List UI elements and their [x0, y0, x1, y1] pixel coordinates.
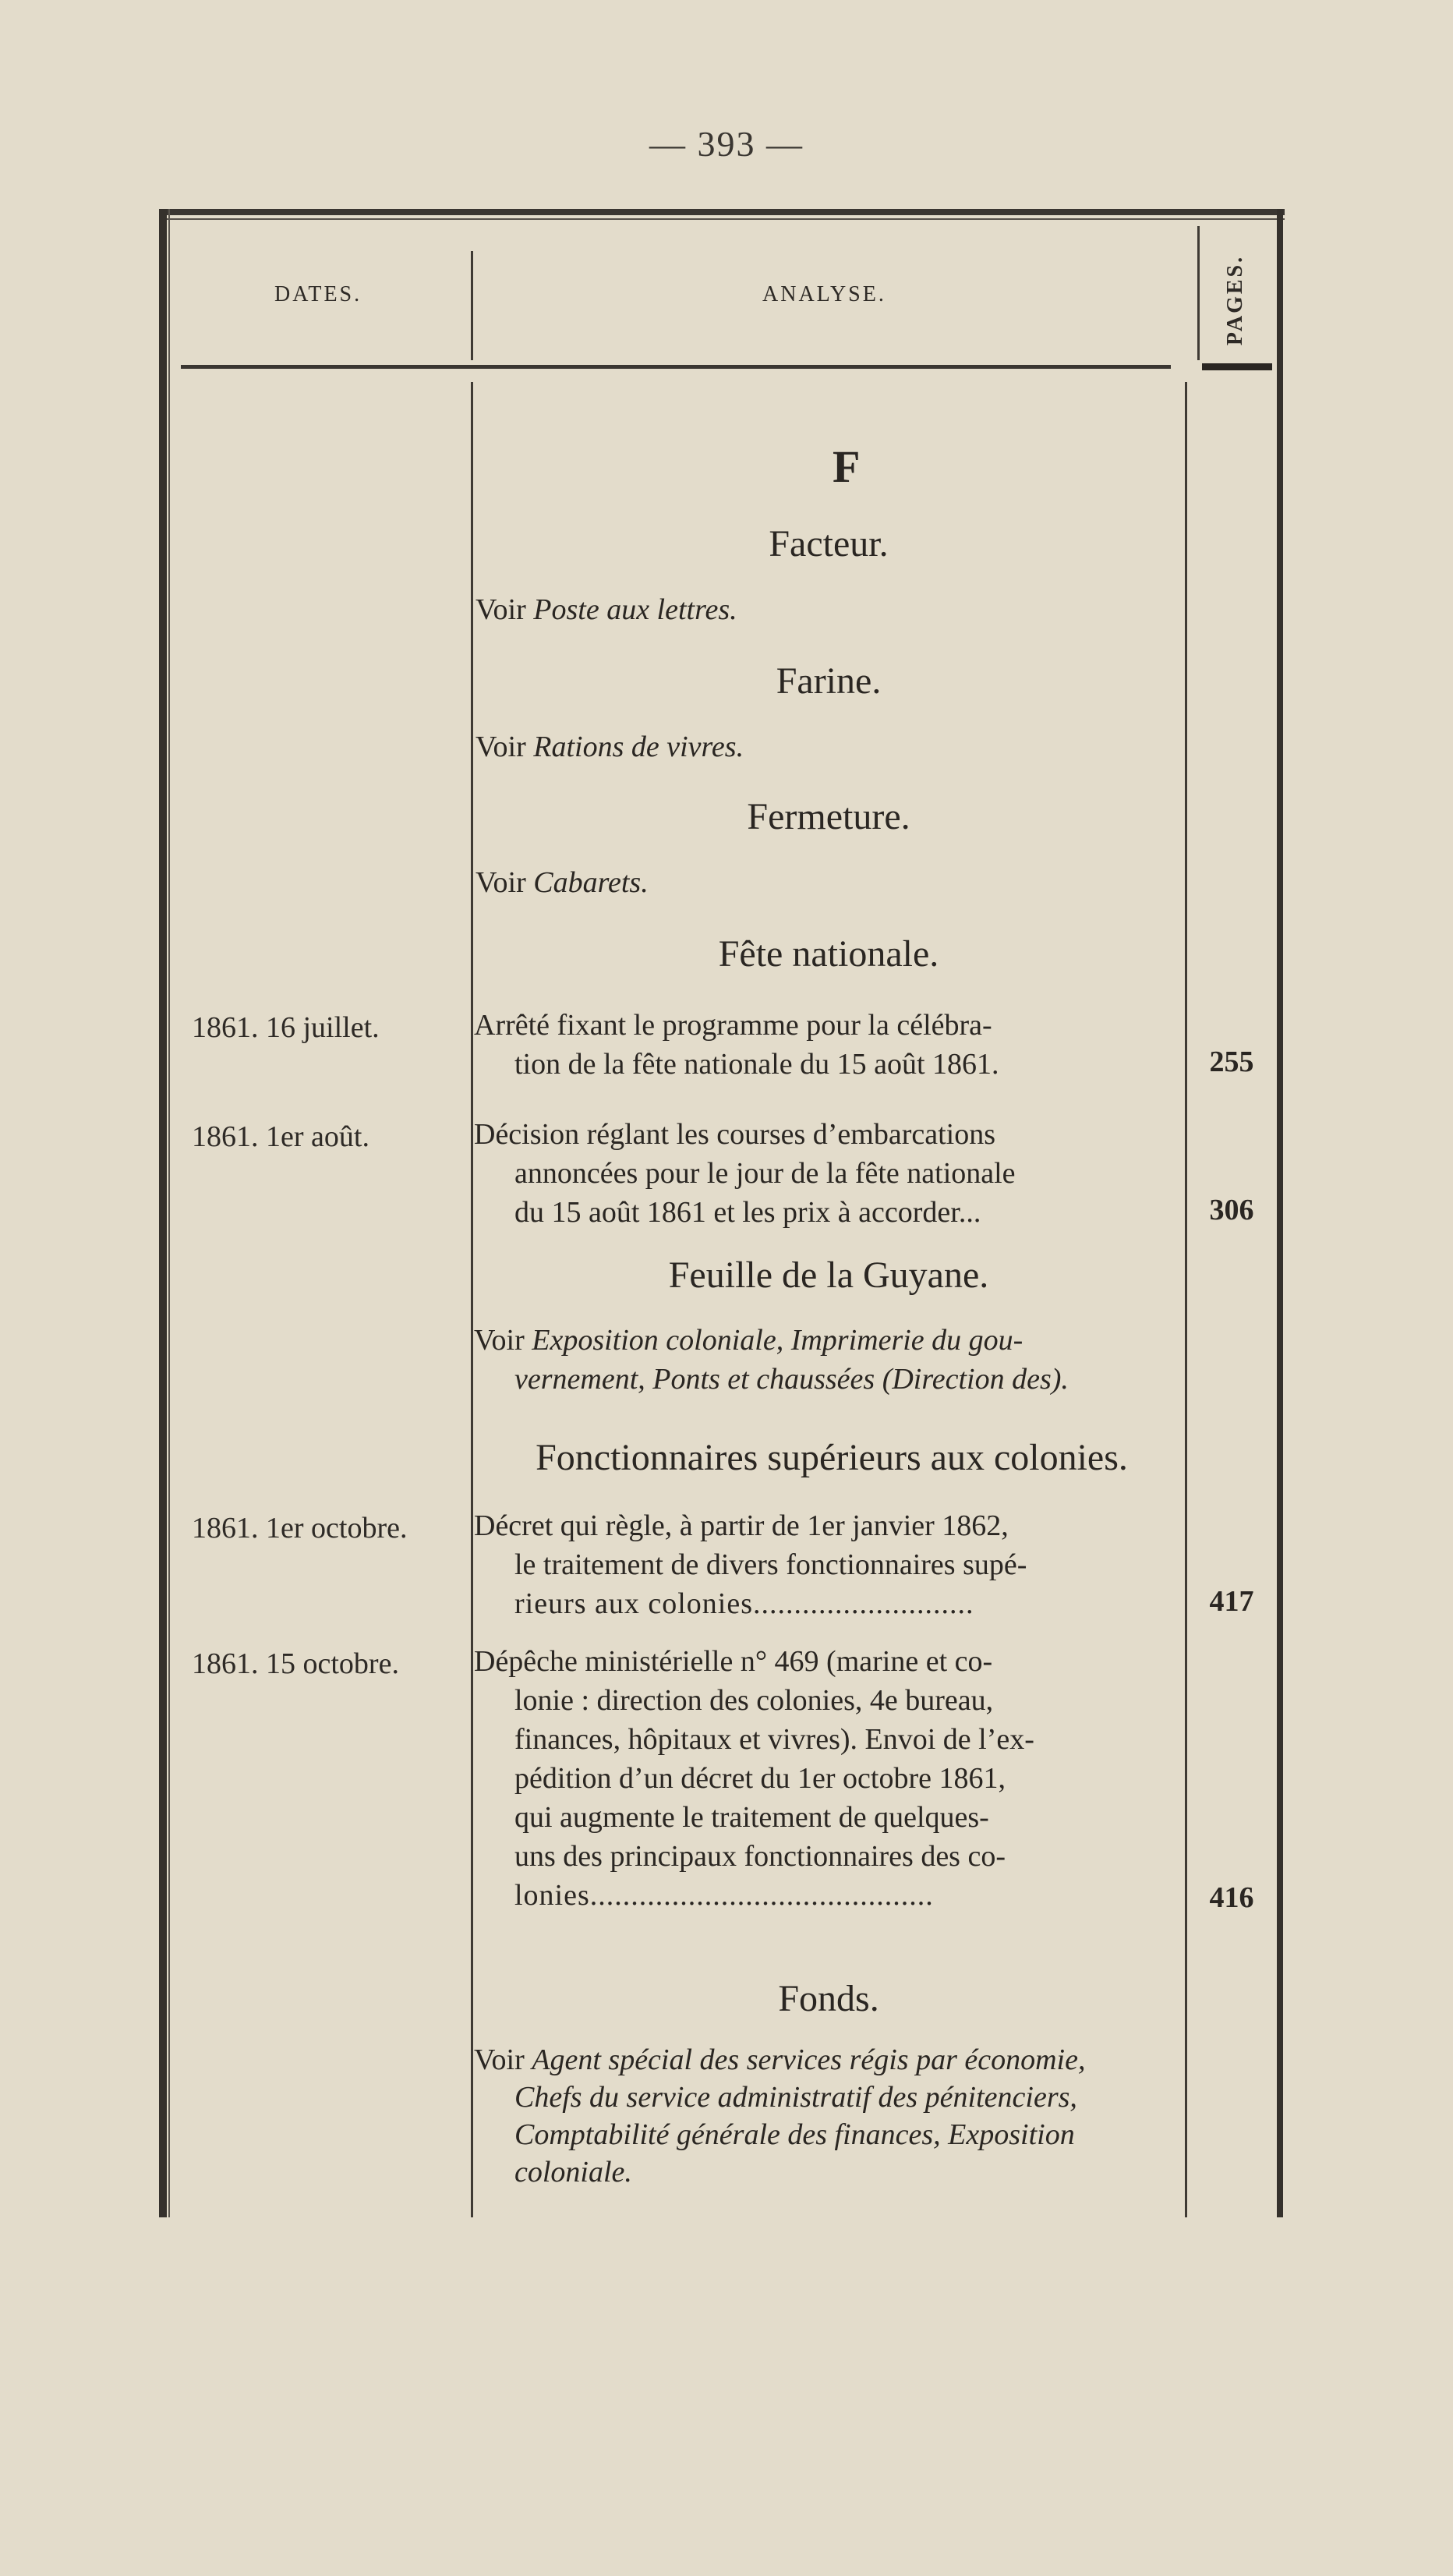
reference-farine: Rations de vivres.	[533, 731, 744, 763]
page-reference: 306	[1209, 1194, 1254, 1226]
table-top-border-inner	[165, 218, 1285, 220]
page-reference: 255	[1209, 1046, 1254, 1078]
entry-line: lonies..........................................	[514, 1879, 934, 1912]
table-left-border-inner	[168, 209, 170, 2217]
heading-fonctionnaires: Fonctionnaires supérieurs aux colonies.	[536, 1437, 1128, 1478]
heading-feuille-guyane: Feuille de la Guyane.	[668, 1254, 989, 1296]
reference-line: Exposition coloniale, Imprimerie du gou-	[532, 1324, 1023, 1357]
voir-label: Voir	[475, 593, 526, 626]
table-left-border	[159, 209, 167, 2217]
reference-line: Comptabilité générale des finances, Exposition	[514, 2118, 1075, 2151]
voir-label: Voir	[474, 2043, 525, 2076]
header-rule	[181, 365, 1171, 369]
header-rule-pages	[1202, 363, 1272, 370]
pages-column-divider	[1185, 382, 1187, 2217]
entry-text	[474, 1006, 1183, 1084]
heading-facteur: Facteur.	[769, 523, 889, 564]
date-entry: 1861. 1er août.	[192, 1120, 369, 1153]
voir-label: Voir	[474, 1324, 525, 1357]
heading-farine: Farine.	[776, 660, 882, 702]
entry-line: finances, hôpitaux et vivres). Envoi de l’ex-	[514, 1723, 1034, 1756]
dates-column-divider-header	[471, 251, 473, 360]
entry-line: Arrêté fixant le programme pour la célébra-	[474, 1009, 992, 1042]
date-entry: 1861. 15 octobre.	[192, 1647, 399, 1680]
table-top-border	[165, 209, 1285, 215]
voir-feuille	[474, 1321, 1183, 1399]
entry-line: annoncées pour le jour de la fête nationale	[514, 1157, 1016, 1190]
entry-line: pédition d’un décret du 1er octobre 1861,	[514, 1762, 1006, 1795]
entry-line: le traitement de divers fonctionnaires supé-	[514, 1548, 1027, 1581]
voir-farine	[475, 730, 744, 764]
entry-line: du 15 août 1861 et les prix à accorder...	[514, 1196, 981, 1229]
reference-line: coloniale.	[514, 2156, 632, 2189]
reference-line: Chefs du service administratif des pénitenciers,	[514, 2081, 1077, 2114]
entry-line: rieurs aux colonies...........................	[514, 1587, 974, 1620]
section-letter: F	[833, 441, 861, 492]
reference-line: vernement, Ponts et chaussées (Direction des).	[514, 1363, 1069, 1396]
heading-fermeture: Fermeture.	[747, 796, 910, 837]
date-entry: 1861. 1er octobre.	[192, 1512, 408, 1545]
voir-facteur	[475, 593, 737, 627]
entry-text	[474, 1115, 1183, 1232]
dates-column-divider	[471, 382, 473, 2217]
reference-line: Agent spécial des services régis par économie,	[532, 2043, 1086, 2076]
entry-line: Décision réglant les courses d’embarcations	[474, 1118, 995, 1151]
voir-fermeture	[475, 865, 649, 900]
reference-fermeture: Cabarets.	[533, 866, 649, 899]
voir-label: Voir	[475, 866, 526, 899]
column-header-dates: DATES.	[274, 282, 362, 306]
voir-label: Voir	[475, 731, 526, 763]
page-reference: 417	[1209, 1585, 1254, 1618]
entry-line: uns des principaux fonctionnaires des co-	[514, 1840, 1006, 1873]
heading-fete-nationale: Fête nationale.	[718, 933, 939, 975]
voir-fonds	[474, 2041, 1183, 2191]
column-header-pages: PAGES.	[1223, 254, 1247, 346]
page-number: — 393 —	[649, 124, 804, 164]
entry-text	[474, 1642, 1183, 1915]
entry-line: lonie : direction des colonies, 4e bureau,	[514, 1684, 994, 1717]
pages-column-divider-header	[1197, 226, 1200, 360]
entry-line: qui augmente le traitement de quelques-	[514, 1801, 989, 1834]
heading-fonds: Fonds.	[778, 1978, 879, 2019]
entry-text	[474, 1506, 1183, 1623]
column-header-analyse: ANALYSE.	[762, 282, 886, 306]
date-entry: 1861. 16 juillet.	[192, 1011, 380, 1044]
entry-line: Décret qui règle, à partir de 1er janvier 1862,	[474, 1509, 1009, 1542]
entry-line: tion de la fête nationale du 15 août 1861.	[514, 1048, 999, 1081]
entry-line: Dépêche ministérielle n° 469 (marine et co-	[474, 1645, 993, 1678]
table-right-border	[1277, 209, 1283, 2217]
reference-facteur: Poste aux lettres.	[533, 593, 737, 626]
page-reference: 416	[1209, 1881, 1254, 1914]
